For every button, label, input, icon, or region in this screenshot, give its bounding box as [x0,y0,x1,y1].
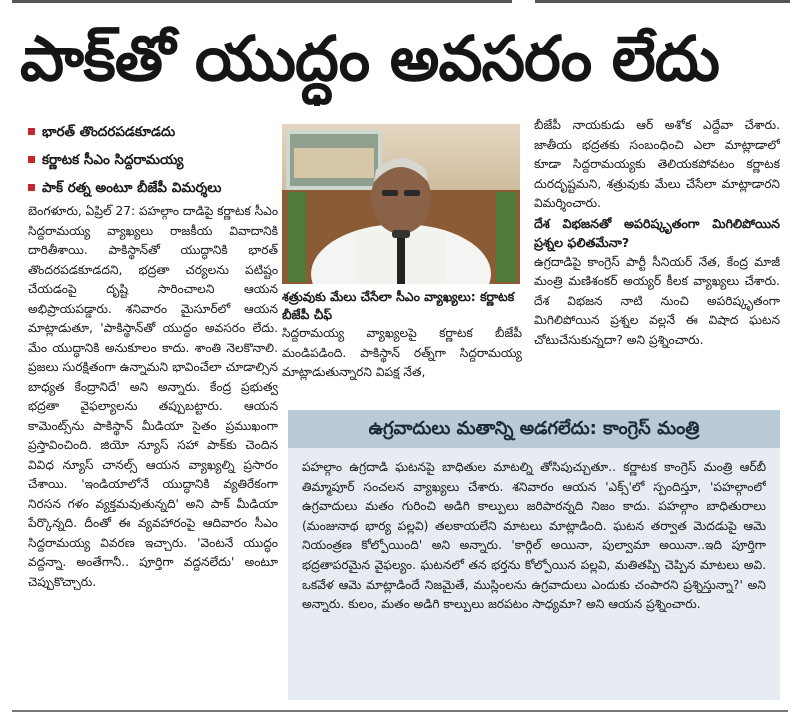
top-rule [535,0,790,3]
photo-caption: శత్రువుకు మేలు చేసేలా సీఎం వ్యాఖ్యలు: కర్ణాటక బీజేపీ చీఫ్ [282,289,515,322]
article-column-right [534,116,780,406]
box-title: ఉగ్రవాదులు మతాన్ని అడగలేదు: కాంగ్రెస్ మంత్రి [288,410,780,448]
box-paragraph: పహల్గాం ఉగ్రదాడి ఘటనపై బాధితుల మాటల్ని తోసిపుచ్చుతూ.. కర్ణాటక కాంగ్రెస్ మంత్రి ఆర్‌బీ తిమ్మాపూర్ సంచలన వ్యాఖ్యలు చేశారు. శనివారం ఆయన 'ఎక్స్'లో స్పందిస్తూ, 'పహల్గాంలో ఉగ్రవాదులు మతం గురించి అడిగి కాల్పులు జరిపారన్నది నిజం కాదు. పహల్గాం బాధితురాలు (మంజునాథ భార్య పల్లవి) తలకాయలేని మాటలు మాట్లాడింది. ఘటన తర్వాత మెదడుపై ఆమె నియంత్రణ కోల్పోయింది' అని అన్నారు. 'కార్గిల్ అయినా, పుల్వామా అయినా..ఇది పూర్తిగా భద్రతాపరమైన వైఫల్యం. ఘటనలో తన భర్తను కోల్పోయిన పల్లవి, మతితప్పి చెప్పిన మాటలు అవి. ఒకవేళ ఆమె మాట్లాడిందే నిజమైతే, ముస్లింలను ఉగ్రవాదులు ఎందుకు చంపారని ప్రశ్నిస్తున్నా?' అని అన్నారు. కులం, మతం అడిగి కాల్పులు జరపటం సాధ్యమా? అని ఆయన ప్రశ్నించారు. [302,460,766,612]
article-paragraph: బీజేపీ నాయకుడు ఆర్ అశోక ఎద్దేవా చేశారు. జాతీయ భద్రతకు సంబంధించి ఎలా మాట్లాడాలో కూడా సిద్దరామయ్యకు తెలియకపోవటం కర్ణాటక దురదృష్టమని, శత్రువుకు మేలు చేసేలా మాట్లాడారని విమర్శించారు. [534,118,780,210]
article-subheading: దేశ విభజనతో అపరిష్కృతంగా మిగిలిపోయిన ప్రశ్నల ఫలితమేనా? [534,215,780,250]
bottom-rule [12,710,788,712]
portrait-photo-graphic [282,124,520,284]
article-paragraph: బెంగళూరు, ఏప్రిల్ 27: పహల్గాం దాడిపై కర్ణాటక సీఎం సిద్దరామయ్య వ్యాఖ్యలు రాజకీయ వివాదానికి దారితీశాయి. పాకిస్థాన్‌తో యుద్ధానికి భారత్ తొందరపడకూడదని, భద్రతా చర్యలను పటిష్టం చేయడంపై దృష్టి సారించాలని ఆయన అభిప్రాయపడ్డారు. శనివారం మైసూర్‌లో ఆయన మాట్లాడుతూ, 'పాకిస్థాన్‌తో యుద్ధం అవసరం లేదు. మేం యుద్ధానికి అనుకూలం కాదు. శాంతి నెలకొనాలి. ప్రజలు సురక్షితంగా ఉన్నామని భావించేలా చూడాల్సిన బాధ్యత కేంద్రానిదే' అని అన్నారు. కేంద్ర ప్రభుత్వ భద్రతా వైఫల్యాలను తప్పుబట్టారు. ఆయన కామెంట్స్‌ను పాకిస్థాన్ మీడియా సైతం ప్రముఖంగా ప్రస్తావించింది. జియో న్యూస్ సహా పాక్‌కు చెందిన వివిధ న్యూస్ చానల్స్ ఆయన వ్యాఖ్యల్ని ప్రసారం చేశాయి. 'ఇండియాలోనే యుద్ధానికి వ్యతిరేకంగా నిరసన గళం వ్యక్తమవుతున్నది' అని పాక్ మీడియా పేర్కొన్నది. దీంతో ఈ వ్యవహారంపై ఆదివారం సీఎం సిద్దరామయ్య వివరణ ఇచ్చారు. 'వెంటనే యుద్ధం వద్దన్నా. అంతేగానీ.. పూర్తిగా వద్దనలేదు' అంటూ చెప్పుకొచ్చారు. [28,204,278,589]
article-paragraph: సిద్దరామయ్య వ్యాఖ్యలపై కర్ణాటక బీజేపీ మండిపడింది. పాకిస్థాన్ రత్న్‌గా సిద్దరామయ్య మాట్లాడుతున్నారని విపక్ష నేత, [282,326,522,379]
bullet-item: పాక్ రత్న అంటూ బీజేపీ విమర్శలు [28,174,278,202]
bullet-item: కర్ణాటక సీఎం సిద్దరామయ్య [28,146,278,174]
news-photo [282,124,520,284]
page-title: పాక్‌తో యుద్ధం అవసరం లేదు [20,22,719,95]
article-column-middle [282,324,522,404]
article-paragraph: ఉగ్రదాడిపై కాంగ్రెస్ పార్టీ సీనియర్ నేత, కేంద్ర మాజీ మంత్రి మణిశంకర్ అయ్యర్ కీలక వ్యాఖ్యలు చేశారు. దేశ విభజన నాటి నుంచి అపరిష్కృతంగా మిగిలిపోయిన ప్రశ్నల వల్లనే ఈ విషాద ఘటన చోటుచేసుకున్నదా? అని ప్రశ్నించారు. [534,254,780,347]
highlight-bullets [28,118,278,202]
top-rule [12,0,512,3]
sidebar-box [288,410,780,700]
bullet-item: భారత్ తొందరపడకూడదు [28,118,278,146]
article-column-left [28,202,278,702]
